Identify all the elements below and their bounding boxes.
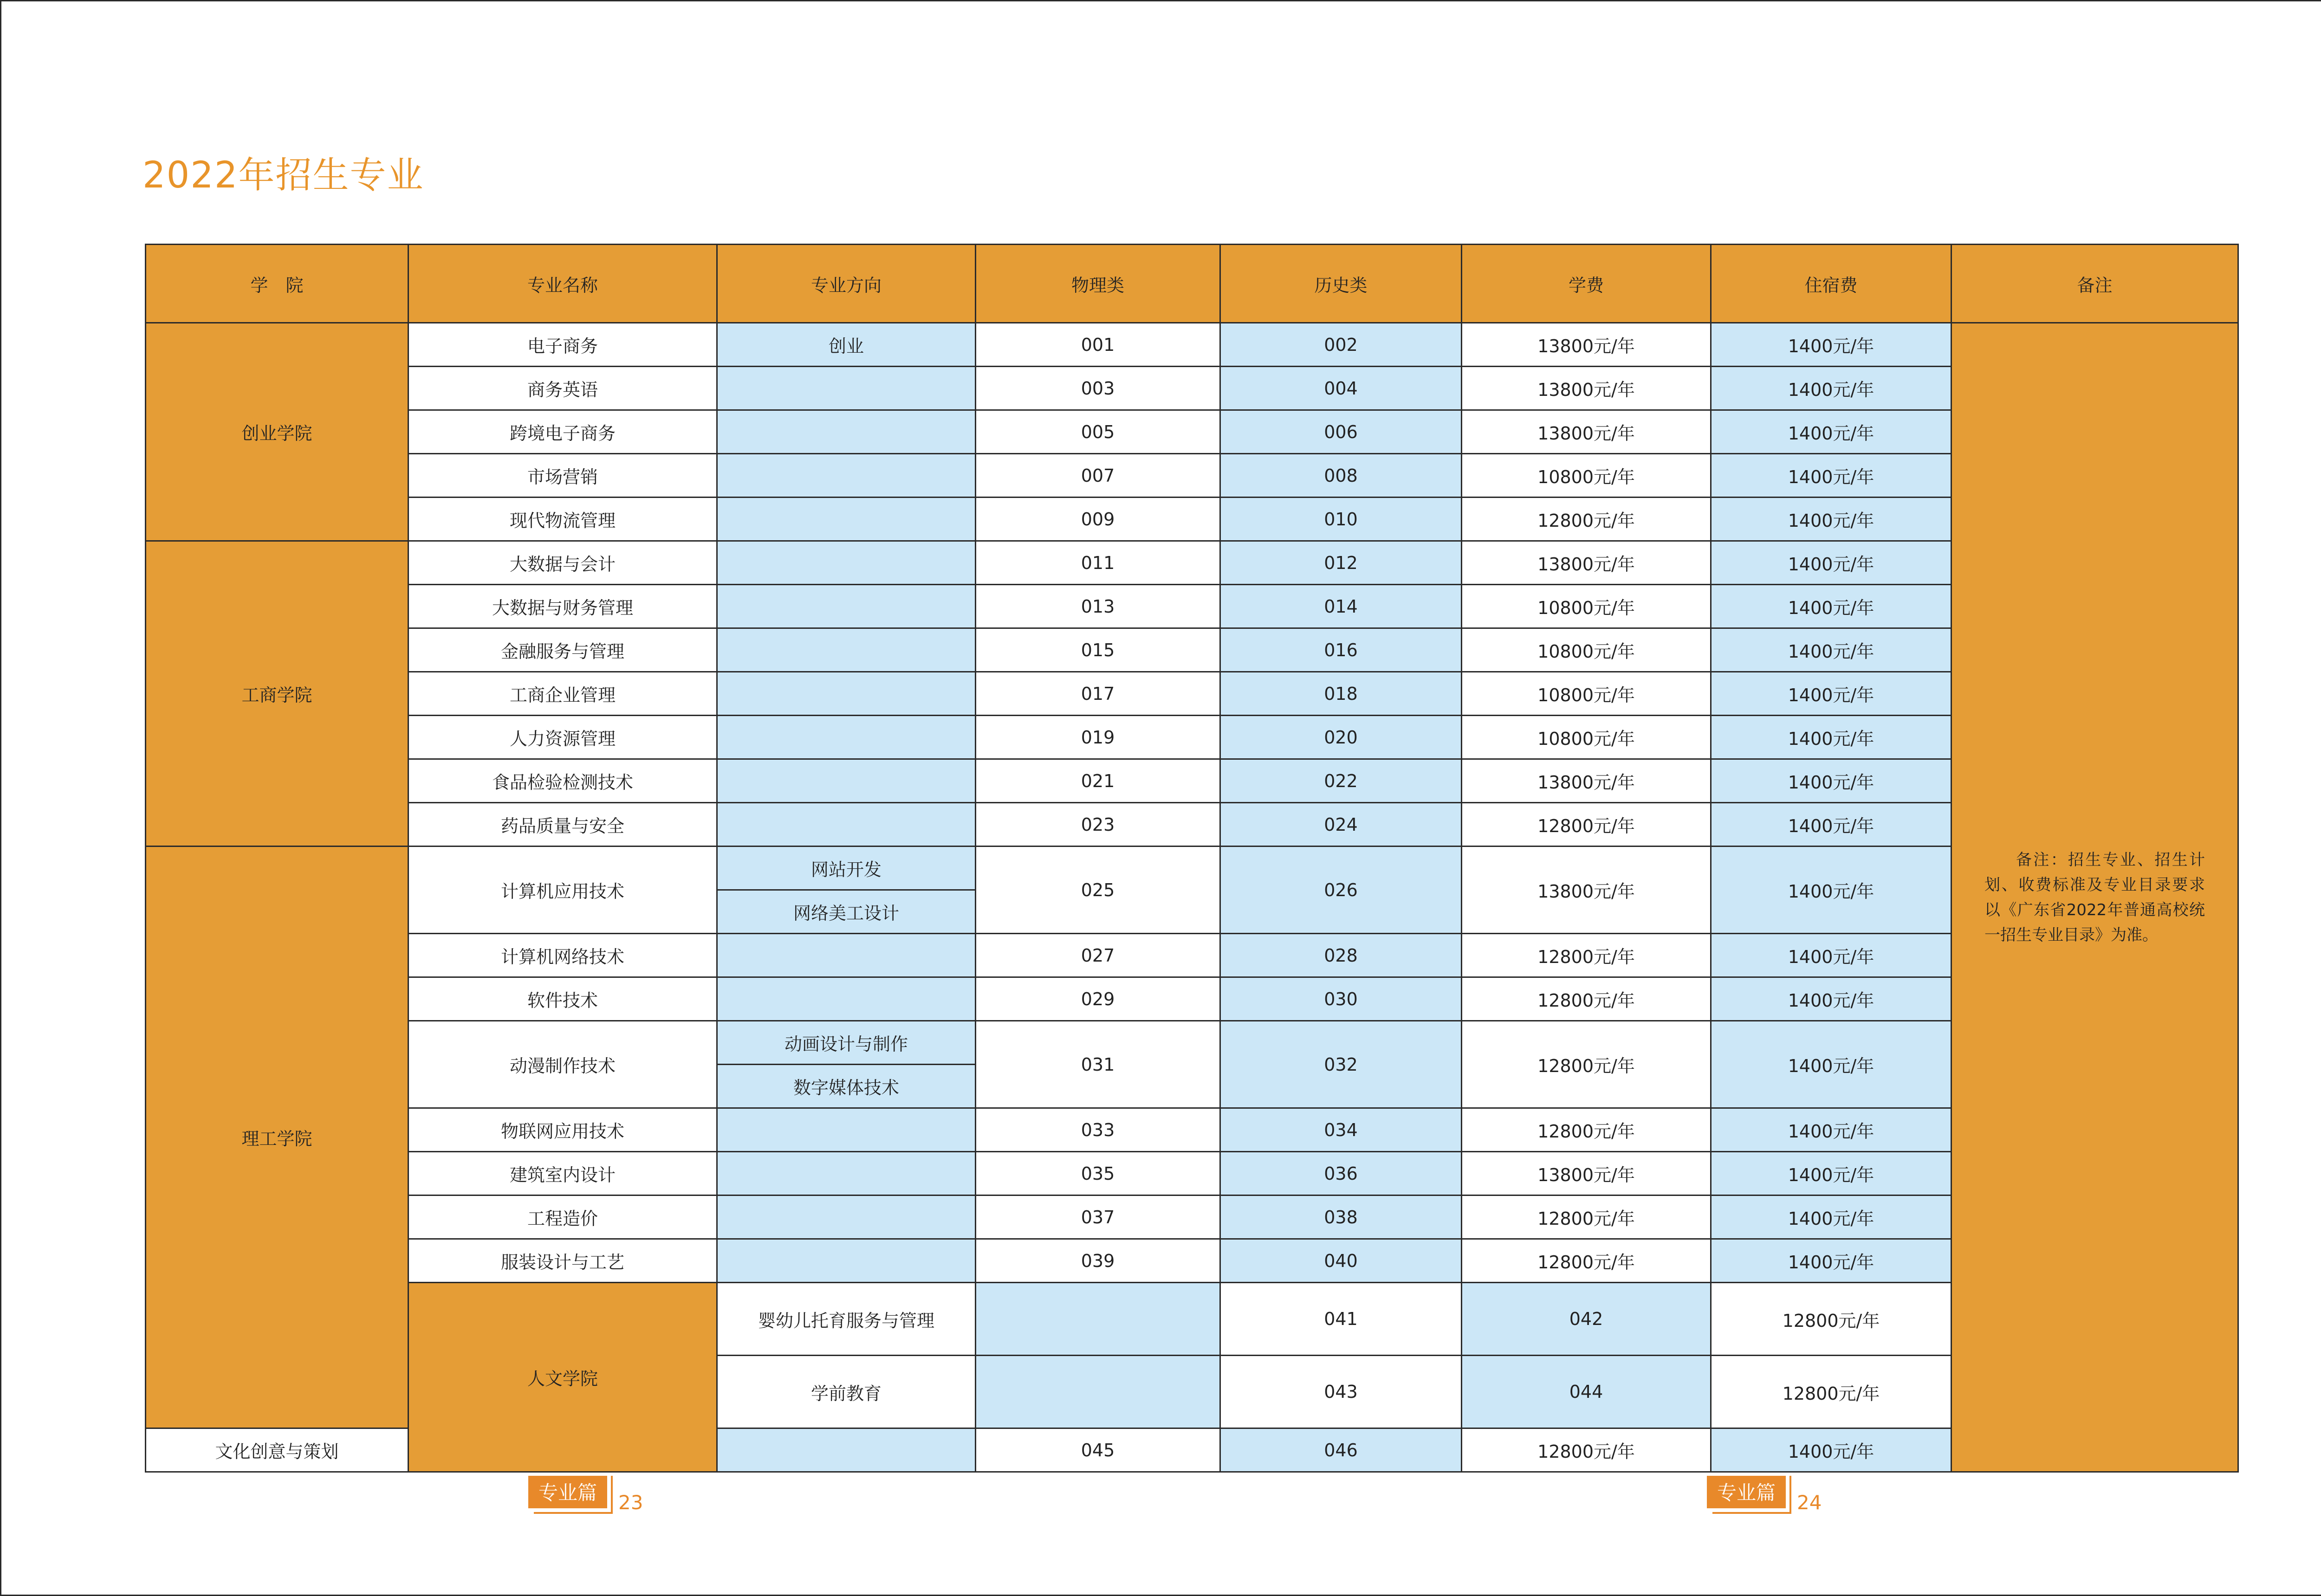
header-college: 学 院 (146, 245, 408, 323)
footer-right (1707, 1475, 1822, 1514)
table-row (146, 498, 2238, 541)
college-cell: 工商学院 (146, 541, 408, 846)
tuition-fee: 12800元/年 (1711, 1283, 1951, 1356)
header-tuition: 学费 (1462, 245, 1711, 323)
history-code: 044 (1462, 1356, 1711, 1428)
lodging-fee: 1400元/年 (1711, 628, 1951, 672)
tuition-fee: 13800元/年 (1462, 367, 1711, 410)
major-name: 工商企业管理 (408, 672, 717, 716)
major-direction (717, 628, 976, 672)
remark-cell (1951, 323, 2238, 1472)
table-row (146, 977, 2238, 1021)
lodging-fee: 1400元/年 (1711, 1108, 1951, 1152)
physics-code: 005 (976, 410, 1220, 454)
history-code: 016 (1220, 628, 1462, 672)
major-direction (717, 672, 976, 716)
major-direction (717, 541, 976, 585)
physics-code: 007 (976, 454, 1220, 498)
lodging-fee: 1400元/年 (1711, 846, 1951, 934)
major-direction (717, 410, 976, 454)
major-direction (717, 498, 976, 541)
major-direction (717, 1195, 976, 1239)
tuition-fee: 12800元/年 (1462, 803, 1711, 846)
table-row (146, 628, 2238, 672)
major-direction (717, 759, 976, 803)
physics-code: 015 (976, 628, 1220, 672)
major-direction (717, 1021, 976, 1108)
tuition-fee: 13800元/年 (1462, 323, 1711, 367)
major-name: 文化创意与策划 (146, 1428, 408, 1472)
history-code: 030 (1220, 977, 1462, 1021)
major-direction (717, 367, 976, 410)
physics-code: 001 (976, 323, 1220, 367)
table-row (146, 1195, 2238, 1239)
history-code: 028 (1220, 934, 1462, 977)
history-code: 004 (1220, 367, 1462, 410)
lodging-fee: 1400元/年 (1711, 410, 1951, 454)
major-name: 计算机应用技术 (408, 846, 717, 934)
physics-code: 037 (976, 1195, 1220, 1239)
header-history: 历史类 (1220, 245, 1462, 323)
lodging-fee: 1400元/年 (1711, 498, 1951, 541)
major-direction (976, 1356, 1220, 1428)
table-row (146, 1108, 2238, 1152)
tuition-fee: 12800元/年 (1462, 977, 1711, 1021)
physics-code: 039 (976, 1239, 1220, 1283)
major-name: 商务英语 (408, 367, 717, 410)
lodging-fee: 1400元/年 (1711, 977, 1951, 1021)
lodging-fee: 1400元/年 (1711, 323, 1951, 367)
physics-code: 035 (976, 1152, 1220, 1195)
tuition-fee: 13800元/年 (1462, 846, 1711, 934)
major-name: 动漫制作技术 (408, 1021, 717, 1108)
physics-code: 023 (976, 803, 1220, 846)
major-direction: 创业 (717, 323, 976, 367)
header-remark: 备注 (1951, 245, 2238, 323)
physics-code: 009 (976, 498, 1220, 541)
major-name: 金融服务与管理 (408, 628, 717, 672)
page-title: 2022年招生专业 (143, 155, 424, 196)
lodging-fee: 1400元/年 (1711, 454, 1951, 498)
history-code: 008 (1220, 454, 1462, 498)
history-code: 036 (1220, 1152, 1462, 1195)
remark-text: 备注：招生专业、招生计划、收费标准及专业目录要求以《广东省2022年普通高校统一招生专业目录》为准。 (1984, 850, 2205, 944)
table-row (146, 410, 2238, 454)
history-code: 014 (1220, 585, 1462, 628)
lodging-fee: 1400元/年 (1711, 541, 1951, 585)
history-code: 034 (1220, 1108, 1462, 1152)
major-name: 服装设计与工艺 (408, 1239, 717, 1283)
major-name: 婴幼儿托育服务与管理 (717, 1283, 976, 1356)
history-code: 002 (1220, 323, 1462, 367)
major-direction (717, 934, 976, 977)
lodging-fee: 1400元/年 (1711, 716, 1951, 759)
history-code: 024 (1220, 803, 1462, 846)
history-code: 020 (1220, 716, 1462, 759)
major-name: 建筑室内设计 (408, 1152, 717, 1195)
table-row (146, 541, 2238, 585)
major-name: 工程造价 (408, 1195, 717, 1239)
footer-page-number: 24 (1797, 1491, 1822, 1514)
history-code: 018 (1220, 672, 1462, 716)
major-direction (717, 585, 976, 628)
table-row (146, 759, 2238, 803)
history-code: 032 (1220, 1021, 1462, 1108)
header-lodging: 住宿费 (1711, 245, 1951, 323)
tuition-fee: 12800元/年 (1462, 934, 1711, 977)
physics-code: 011 (976, 541, 1220, 585)
history-code: 046 (1220, 1428, 1462, 1472)
major-name: 现代物流管理 (408, 498, 717, 541)
table-row (146, 1152, 2238, 1195)
tuition-fee: 12800元/年 (1711, 1356, 1951, 1428)
physics-code: 031 (976, 1021, 1220, 1108)
history-code: 038 (1220, 1195, 1462, 1239)
major-name: 跨境电子商务 (408, 410, 717, 454)
history-code: 006 (1220, 410, 1462, 454)
major-name: 大数据与财务管理 (408, 585, 717, 628)
history-code: 042 (1462, 1283, 1711, 1356)
footer-page-number: 23 (618, 1491, 643, 1514)
lodging-fee: 1400元/年 (1711, 367, 1951, 410)
lodging-fee: 1400元/年 (1711, 1021, 1951, 1108)
table-row (146, 846, 2238, 934)
college-cell: 理工学院 (146, 846, 408, 1428)
physics-code: 025 (976, 846, 1220, 934)
major-name: 学前教育 (717, 1356, 976, 1428)
table-row (146, 585, 2238, 628)
major-direction (976, 1283, 1220, 1356)
tuition-fee: 10800元/年 (1462, 672, 1711, 716)
history-code: 026 (1220, 846, 1462, 934)
college-cell: 创业学院 (146, 323, 408, 541)
major-name: 人力资源管理 (408, 716, 717, 759)
tuition-fee: 12800元/年 (1462, 1021, 1711, 1108)
tuition-fee: 13800元/年 (1462, 759, 1711, 803)
table-row (146, 934, 2238, 977)
table-row (146, 454, 2238, 498)
lodging-fee: 1400元/年 (1711, 1195, 1951, 1239)
tuition-fee: 12800元/年 (1462, 498, 1711, 541)
tuition-fee: 12800元/年 (1462, 1195, 1711, 1239)
header-direction: 专业方向 (717, 245, 976, 323)
physics-code: 041 (1220, 1283, 1462, 1356)
tuition-fee: 12800元/年 (1462, 1239, 1711, 1283)
direction-option: 动画设计与制作 (718, 1021, 975, 1065)
tuition-fee: 12800元/年 (1462, 1428, 1711, 1472)
major-name: 计算机网络技术 (408, 934, 717, 977)
physics-code: 021 (976, 759, 1220, 803)
direction-option: 网站开发 (718, 847, 975, 891)
tuition-fee: 13800元/年 (1462, 1152, 1711, 1195)
major-name: 软件技术 (408, 977, 717, 1021)
table-row (146, 1283, 2238, 1356)
direction-option: 数字媒体技术 (793, 1078, 899, 1098)
lodging-fee: 1400元/年 (1711, 1152, 1951, 1195)
header-major: 专业名称 (408, 245, 717, 323)
physics-code: 029 (976, 977, 1220, 1021)
physics-code: 019 (976, 716, 1220, 759)
lodging-fee: 1400元/年 (1711, 803, 1951, 846)
table-row (146, 803, 2238, 846)
lodging-fee: 1400元/年 (1711, 759, 1951, 803)
table-row (146, 716, 2238, 759)
physics-code: 013 (976, 585, 1220, 628)
major-direction (717, 454, 976, 498)
table-row (146, 323, 2238, 367)
physics-code: 043 (1220, 1356, 1462, 1428)
major-direction (717, 1108, 976, 1152)
major-name: 物联网应用技术 (408, 1108, 717, 1152)
major-name: 药品质量与安全 (408, 803, 717, 846)
direction-option: 网络美工设计 (793, 903, 899, 924)
lodging-fee: 1400元/年 (1711, 934, 1951, 977)
lodging-fee: 1400元/年 (1711, 585, 1951, 628)
table-row (146, 1021, 2238, 1108)
major-direction (717, 846, 976, 934)
major-name: 大数据与会计 (408, 541, 717, 585)
admissions-table (145, 244, 2239, 1473)
table-header-row (146, 245, 2238, 323)
history-code: 010 (1220, 498, 1462, 541)
lodging-fee: 1400元/年 (1711, 672, 1951, 716)
major-name: 食品检验检测技术 (408, 759, 717, 803)
tuition-fee: 12800元/年 (1462, 1108, 1711, 1152)
tuition-fee: 10800元/年 (1462, 716, 1711, 759)
major-direction (717, 803, 976, 846)
major-direction (717, 1152, 976, 1195)
footer-left (528, 1475, 643, 1514)
tuition-fee: 10800元/年 (1462, 454, 1711, 498)
table-row (146, 1239, 2238, 1283)
major-direction (717, 1239, 976, 1283)
lodging-fee: 1400元/年 (1711, 1428, 1951, 1472)
major-direction (717, 977, 976, 1021)
physics-code: 003 (976, 367, 1220, 410)
tuition-fee: 13800元/年 (1462, 541, 1711, 585)
footer-section-badge: 专业篇 (1707, 1476, 1786, 1508)
history-code: 040 (1220, 1239, 1462, 1283)
physics-code: 033 (976, 1108, 1220, 1152)
physics-code: 045 (976, 1428, 1220, 1472)
header-physics: 物理类 (976, 245, 1220, 323)
major-direction (717, 716, 976, 759)
table-row (146, 672, 2238, 716)
footer-section-badge: 专业篇 (528, 1476, 607, 1508)
history-code: 022 (1220, 759, 1462, 803)
major-name: 市场营销 (408, 454, 717, 498)
lodging-fee: 1400元/年 (1711, 1239, 1951, 1283)
tuition-fee: 10800元/年 (1462, 585, 1711, 628)
table-row (146, 367, 2238, 410)
college-cell: 人文学院 (408, 1283, 717, 1472)
physics-code: 027 (976, 934, 1220, 977)
tuition-fee: 13800元/年 (1462, 410, 1711, 454)
major-name: 电子商务 (408, 323, 717, 367)
major-direction (717, 1428, 976, 1472)
tuition-fee: 10800元/年 (1462, 628, 1711, 672)
physics-code: 017 (976, 672, 1220, 716)
history-code: 012 (1220, 541, 1462, 585)
